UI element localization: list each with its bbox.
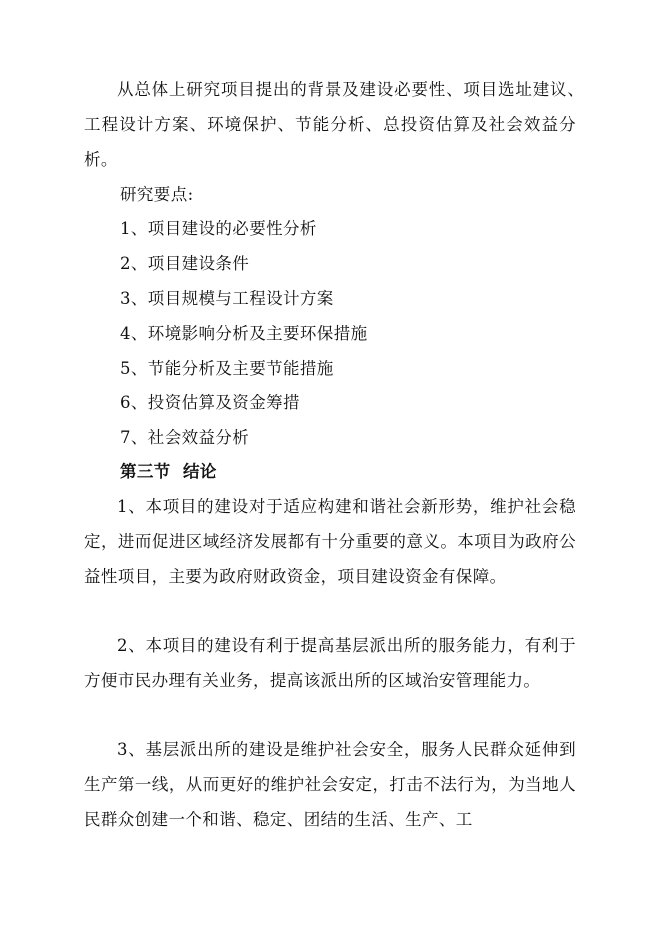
research-point-item: 2、项目建设条件 <box>120 254 250 273</box>
research-point-item: 4、环境影响分析及主要环保措施 <box>120 324 368 343</box>
section-heading: 第三节 结论 <box>120 462 217 481</box>
research-point-item: 5、节能分析及主要节能措施 <box>120 359 334 378</box>
intro-paragraph: 从总体上研究项目提出的背景及建设必要性、项目选址建议、 工程设计方案、环境保护、节能分析、总投资估算及社会效益分析。 <box>84 80 593 169</box>
conclusion-paragraph: 1、本项目的建设对于适应构建和谐社会新形势，维护社会稳定，进而促进区域经济发展都有十分重要的意义。本项目为政府公益性项目，主要为政府财政资金，项目建设资金有保障。 <box>84 497 576 586</box>
conclusion-paragraph: 3、基层派出所的建设是维护社会安全，服务人民群众延伸到生产第一线，从而更好的维护社会安定，打击不法行为，为当地人民群众创建一个和谐、稳定、团结的生活、生产、工 <box>84 740 576 829</box>
research-point-item: 6、投资估算及资金筹措 <box>120 393 300 412</box>
conclusion-paragraph: 2、本项目的建设有利于提高基层派出所的服务能力，有利于方便市民办理有关业务，提高该派出所的区域治安管理能力。 <box>84 636 576 690</box>
research-point-item: 7、社会效益分析 <box>120 428 250 447</box>
research-points-label: 研究要点: <box>120 185 194 204</box>
research-point-item: 3、项目规模与工程设计方案 <box>120 289 334 308</box>
research-point-item: 1、项目建设的必要性分析 <box>120 219 317 238</box>
